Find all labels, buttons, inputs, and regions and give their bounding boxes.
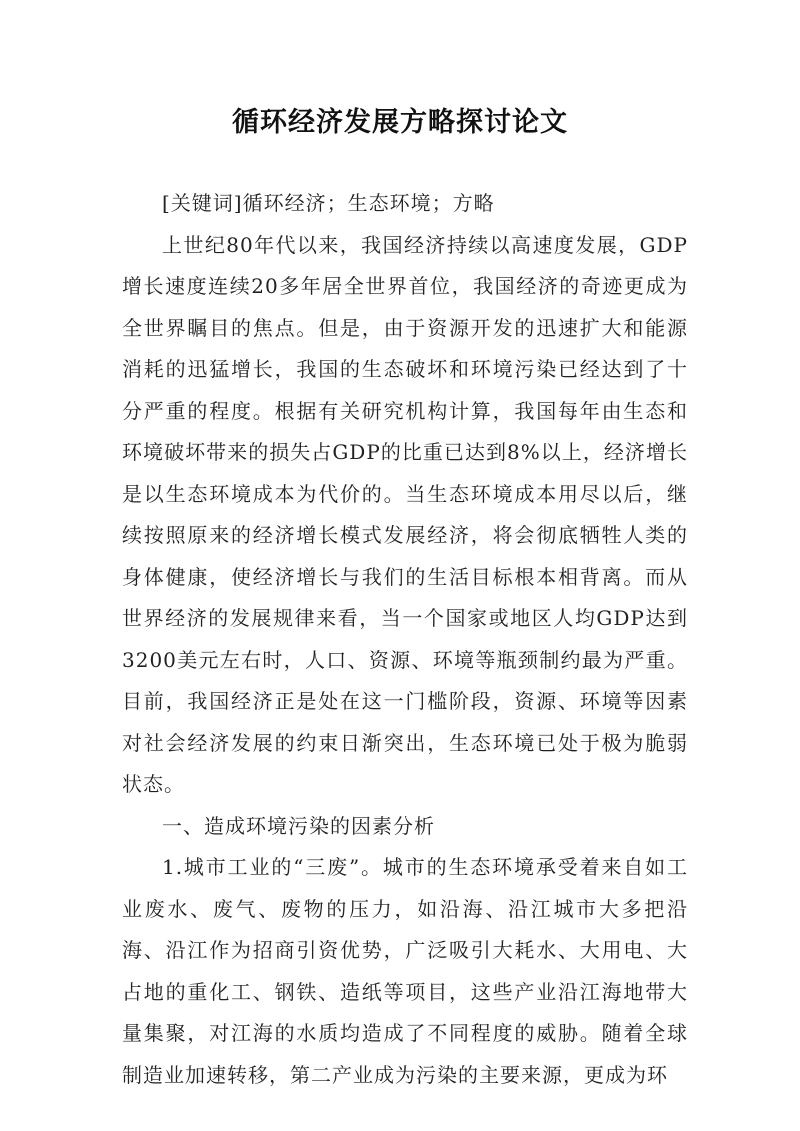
section-heading: 一、造成环境污染的因素分析 [162,813,435,838]
paragraph-section-1: 1.城市工业的“三废”。城市的生态环境承受着来自如工业废水、废气、废物的压力，如沿海、沿江城市大多把沿海、沿江作为招商引资优势，广泛吸引大耗水、大用电、大占地的重化工、钢铁、造纸等项目，这些产业沿江海地带大量集聚，对江海的水质均造成了不同程度的威胁。随着全球制造业加速转移，第二产业成为污染的主要来源，更成为环 [122,855,688,1087]
paragraph-intro: 上世纪80年代以来，我国经济持续以高速度发展，GDP增长速度连续20多年居全世界首位，我国经济的奇迹更成为全世界瞩目的焦点。但是，由于资源开发的迅速扩大和能源消耗的迅猛增长，我国的生态破坏和环境污染已经达到了十分严重的程度。根据有关研究机构计算，我国每年由生态和环境破坏带来的损失占GDP的比重已达到8%以上，经济增长是以生态环境成本为代价的。当生态环境成本用尽以后，继续按照原来的经济增长模式发展经济，将会彻底牺牲人类的身体健康，使经济增长与我们的生活目标根本相背离。而从世界经济的发展规律来看，当一个国家或地区人均GDP达到3200美元左右时，人口、资源、环境等瓶颈制约最为严重。目前，我国经济正是处在这一门槛阶段，资源、环境等因素对社会经济发展的约束日渐突出，生态环境已处于极为脆弱状态。 [122,232,688,796]
document-title: 循环经济发展方略探讨论文 [232,107,568,138]
keywords-line: [关键词]循环经济；生态环境；方略 [162,191,495,215]
document-body [122,183,688,1096]
